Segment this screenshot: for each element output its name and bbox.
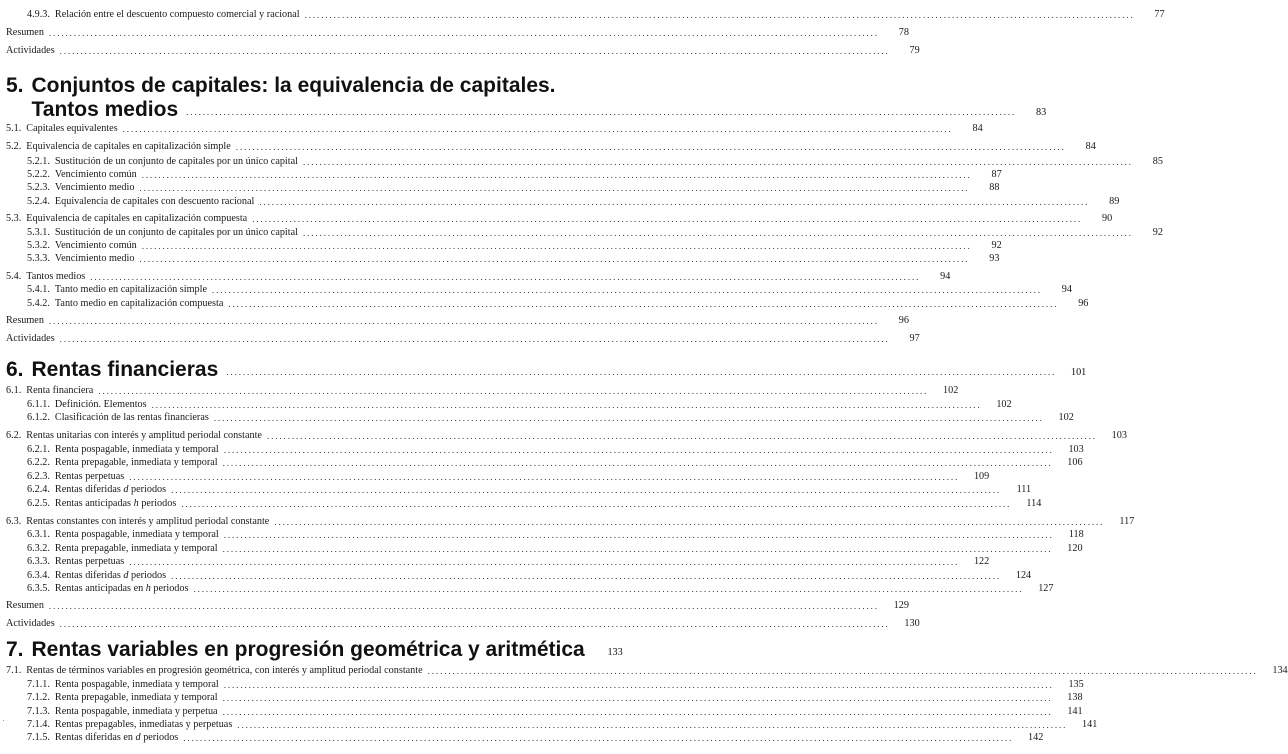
- toc-entry: [6, 332, 920, 345]
- dot-leader: ........................................................................................................................................................................................................: [181, 499, 1012, 509]
- section-title: Resumen: [6, 27, 44, 38]
- toc-entry: [27, 691, 1083, 704]
- toc-entry: [27, 718, 1098, 731]
- toc-entry: [6, 314, 909, 327]
- page-number: 141: [1067, 706, 1083, 717]
- page-number: 135: [1068, 679, 1084, 690]
- section-title: Equivalencia de capitales con descuento racional: [54, 196, 255, 207]
- page-number: 134: [1272, 665, 1288, 676]
- toc-entry: [27, 239, 1002, 252]
- section-title: Renta prepagable, inmediata y temporal: [54, 543, 218, 554]
- dot-leader: ........................................................................................................................................................................................................: [141, 170, 972, 180]
- dot-leader: ........................................................................................................................................................................................................: [213, 413, 1044, 423]
- page-number: 129: [893, 600, 909, 611]
- dot-leader: ........................................................................................................................................................................................................: [183, 733, 1014, 743]
- dot-leader: ........................................................................................................................................................................................................: [259, 197, 1090, 207]
- page-number: 94: [1061, 284, 1072, 295]
- toc-entry: [6, 429, 1127, 442]
- section-number: 5.4.1.: [27, 284, 50, 295]
- toc-entry: [6, 384, 959, 397]
- section-number: 6.2.4.: [27, 484, 50, 495]
- page-number: 141: [1082, 719, 1098, 730]
- toc-entry: [27, 497, 1042, 510]
- section-title: Rentas diferidas d periodos: [54, 570, 167, 581]
- section-title: Resumen: [6, 600, 44, 611]
- section-number: 7.1.5.: [27, 732, 50, 743]
- page-number: 93: [989, 253, 1000, 264]
- section-title: Renta prepagable, inmediata y temporal: [54, 692, 218, 703]
- toc-entry: [6, 515, 1135, 528]
- toc-entry: [27, 181, 1000, 194]
- page-number: 142: [1028, 732, 1044, 743]
- section-title: Capitales equivalentes: [26, 123, 118, 134]
- toc-entry: [27, 168, 1002, 181]
- section-title: Renta pospagable, inmediata y temporal: [54, 679, 219, 690]
- section-title: Actividades: [6, 333, 55, 344]
- toc-entry: [27, 283, 1072, 296]
- dot-leader: ........................................................................................................................................................................................................: [129, 557, 960, 567]
- toc-entry: [27, 542, 1083, 555]
- section-title: Equivalencia de capitales en capitalización simple: [26, 141, 231, 152]
- page-number: 89: [1109, 196, 1120, 207]
- page-number: 114: [1026, 498, 1042, 509]
- page-number: 83: [1035, 107, 1047, 118]
- section-title: Rentas unitarias con interés y amplitud periodal constante: [26, 430, 262, 441]
- dot-leader: ........................................................................................................................................................................................................: [141, 241, 972, 251]
- section-title: Rentas anticipadas en h periodos: [54, 583, 189, 594]
- dot-leader: ........................................................................................................................................................................................................: [171, 485, 1002, 495]
- toc-entry: [27, 443, 1084, 456]
- dot-leader: ........................................................................................................................................................................................................: [48, 28, 879, 38]
- section-number: 7.1.3.: [27, 706, 50, 717]
- dot-leader: ........................................................................................................................................................................................................: [122, 124, 953, 134]
- section-number: 6.3.4.: [27, 570, 50, 581]
- toc-entry: [27, 582, 1054, 595]
- section-number: 5.3.: [6, 213, 22, 224]
- dot-leader: ........................................................................................................................................................................................................: [222, 693, 1053, 703]
- chapter-heading: [6, 638, 623, 662]
- toc-entry: [6, 599, 909, 612]
- section-title: Actividades: [6, 618, 55, 629]
- page-number: 127: [1038, 583, 1054, 594]
- dot-leader: ........................................................................................................................................................................................................: [151, 400, 982, 410]
- section-number: 6.2.: [6, 430, 22, 441]
- section-number: 5.3.2.: [27, 240, 50, 251]
- page-number: 85: [1152, 156, 1163, 167]
- toc-entry: [27, 297, 1089, 310]
- page-number: 96: [898, 315, 909, 326]
- section-number: 6.3.: [6, 516, 22, 527]
- page-number: 103: [1111, 430, 1127, 441]
- section-number: 6.2.1.: [27, 444, 50, 455]
- toc-entry: [27, 398, 1012, 411]
- dot-leader: ........................................................................................................................................................................................................: [235, 142, 1066, 152]
- page-number: 118: [1068, 529, 1084, 540]
- dot-leader: ........................................................................................................................................................................................................: [129, 472, 960, 482]
- page-number: 84: [1085, 141, 1096, 152]
- dot-leader: ........................................................................................................................................................................................................: [222, 544, 1053, 554]
- page-number: 109: [973, 471, 990, 482]
- toc-entry: [27, 411, 1074, 424]
- section-title: Sustitución de un conjunto de capitales por un único capital: [54, 156, 298, 167]
- dot-leader: ........................................................................................................................................................................................................: [252, 214, 1083, 224]
- toc-entry: [27, 555, 990, 568]
- page-number: 102: [996, 399, 1012, 410]
- page-number: 88: [989, 182, 1000, 193]
- toc-entry: [27, 483, 1032, 496]
- dot-leader: ........................................................................................................................................................................................................: [59, 619, 890, 629]
- dot-leader: ........................................................................................................................................................................................................: [48, 601, 879, 611]
- section-number: 7.1.4.: [27, 719, 50, 730]
- section-title: Rentas anticipadas h periodos: [54, 498, 177, 509]
- toc-entry: [27, 226, 1163, 239]
- dot-leader: ........................................................................................................................................................................................................: [211, 285, 1042, 295]
- page-number: 102: [1058, 412, 1074, 423]
- toc-entry: [27, 456, 1083, 469]
- dot-leader: ........................................................................................................................................................................................................: [223, 530, 1054, 540]
- section-title: Tanto medio en capitalización compuesta: [54, 298, 224, 309]
- toc-entry: [27, 8, 1165, 21]
- section-title: Relación entre el descuento compuesto comercial y racional: [54, 9, 300, 20]
- scan-speck: [3, 720, 4, 721]
- chapter-title: Tantos medios: [31, 98, 179, 121]
- page-number: 111: [1016, 484, 1032, 495]
- section-number: 6.3.1.: [27, 529, 50, 540]
- section-number: 6.3.5.: [27, 583, 50, 594]
- page-number: 96: [1078, 298, 1089, 309]
- section-number: 6.2.3.: [27, 471, 50, 482]
- dot-leader: ........................................................................................................................................................................................................: [302, 157, 1133, 167]
- section-title: Vencimiento medio: [54, 182, 135, 193]
- section-number: 6.1.2.: [27, 412, 50, 423]
- section-number: 6.2.2.: [27, 457, 50, 468]
- chapter-heading: [6, 98, 1047, 122]
- section-number: 5.2.2.: [27, 169, 50, 180]
- page-number: 102: [943, 385, 959, 396]
- page-number: 138: [1067, 692, 1083, 703]
- dot-leader: ........................................................................................................................................................................................................: [193, 584, 1024, 594]
- chapter-title: Rentas variables en progresión geométrica y aritmética: [31, 638, 585, 661]
- page-number: 133: [607, 647, 623, 658]
- section-title: Vencimiento medio: [54, 253, 135, 264]
- section-number: 6.2.5.: [27, 498, 50, 509]
- toc-entry: [6, 617, 920, 630]
- dot-leader: ........................................................................................................................................................................................................: [237, 720, 1068, 730]
- section-title: Tanto medio en capitalización simple: [54, 284, 207, 295]
- section-number: 7.1.1.: [27, 679, 50, 690]
- dot-leader: ........................................................................................................................................................................................................: [223, 680, 1054, 690]
- toc-entry: [27, 731, 1044, 744]
- section-number: 5.3.3.: [27, 253, 50, 264]
- page-number: 79: [909, 45, 920, 56]
- page-number: 130: [904, 618, 920, 629]
- dot-leader: ........................................................................................................................................................................................................: [139, 183, 970, 193]
- page-number: 92: [1152, 227, 1163, 238]
- toc-entry: [27, 678, 1084, 691]
- dot-leader: ........................................................................................................................................................................................................: [98, 386, 929, 396]
- dot-leader: ........................................................................................................................................................................................................: [59, 334, 890, 344]
- dot-leader: ........................................................................................................................................................................................................: [427, 666, 1258, 676]
- chapter-heading: [6, 358, 1087, 382]
- section-number: 7.1.2.: [27, 692, 50, 703]
- section-number: 6.1.: [6, 385, 22, 396]
- section-title: Rentas de términos variables en progresión geométrica, con interés y amplitud periodal constante: [26, 665, 423, 676]
- page-number: 92: [991, 240, 1002, 251]
- page-number: 120: [1067, 543, 1083, 554]
- toc-entry: [6, 122, 983, 135]
- dot-leader: ........................................................................................................................................................................................................: [186, 107, 1017, 117]
- section-title: Sustitución de un conjunto de capitales por un único capital: [54, 227, 298, 238]
- page-number: 87: [991, 169, 1002, 180]
- dot-leader: ........................................................................................................................................................................................................: [226, 367, 1057, 377]
- dot-leader: ........................................................................................................................................................................................................: [48, 316, 879, 326]
- section-title: Vencimiento común: [54, 240, 137, 251]
- section-number: 5.1.: [6, 123, 22, 134]
- toc-entry: [27, 252, 1000, 265]
- section-title: Rentas perpetuas: [54, 556, 125, 567]
- chapter-title: Rentas financieras: [31, 358, 219, 381]
- dot-leader: ........................................................................................................................................................................................................: [139, 254, 970, 264]
- section-number: 6.1.1.: [27, 399, 50, 410]
- page-number: 106: [1067, 457, 1083, 468]
- page-number: 122: [973, 556, 990, 567]
- section-title: Vencimiento común: [54, 169, 137, 180]
- toc-entry: [27, 528, 1084, 541]
- section-title: Renta pospagable, inmediata y temporal: [54, 529, 219, 540]
- toc-entry: [6, 140, 1096, 153]
- chapter-number: 7.: [6, 638, 24, 661]
- toc-entry: [27, 705, 1083, 718]
- section-number: 6.3.3.: [27, 556, 50, 567]
- dot-leader: ........................................................................................................................................................................................................: [222, 707, 1053, 717]
- section-number: 5.2.: [6, 141, 22, 152]
- section-title: Renta prepagable, inmediata y temporal: [54, 457, 218, 468]
- section-number: 5.4.2.: [27, 298, 50, 309]
- section-title: Rentas constantes con interés y amplitud periodal constante: [26, 516, 270, 527]
- section-number: 5.2.3.: [27, 182, 50, 193]
- section-number: 5.3.1.: [27, 227, 50, 238]
- page-number: 90: [1102, 213, 1113, 224]
- section-title: Rentas diferidas en d periodos: [54, 732, 179, 743]
- page-number: 103: [1068, 444, 1084, 455]
- dot-leader: ........................................................................................................................................................................................................: [90, 272, 921, 282]
- page-number: 77: [1154, 9, 1165, 20]
- chapter-title: Conjuntos de capitales: la equivalencia de capitales.: [31, 74, 556, 97]
- section-number: 5.4.: [6, 271, 22, 282]
- section-title: Renta pospagable, inmediata y perpetua: [54, 706, 218, 717]
- toc-entry: [27, 569, 1032, 582]
- section-title: Rentas perpetuas: [54, 471, 125, 482]
- dot-leader: ........................................................................................................................................................................................................: [266, 431, 1097, 441]
- section-title: Actividades: [6, 45, 55, 56]
- chapter-number: 6.: [6, 358, 24, 381]
- section-title: Renta financiera: [26, 385, 94, 396]
- section-title: Rentas prepagables, inmediatas y perpetuas: [54, 719, 233, 730]
- toc-entry: [27, 470, 990, 483]
- section-title: Definición. Elementos: [54, 399, 147, 410]
- dot-leader: ........................................................................................................................................................................................................: [59, 46, 890, 56]
- section-title: Resumen: [6, 315, 44, 326]
- dot-leader: ........................................................................................................................................................................................................: [223, 445, 1054, 455]
- section-number: 5.2.4.: [27, 196, 50, 207]
- page-number: 101: [1070, 367, 1087, 378]
- toc-entry: [6, 270, 951, 283]
- dot-leader: ........................................................................................................................................................................................................: [302, 228, 1133, 238]
- section-title: Clasificación de las rentas financieras: [54, 412, 209, 423]
- dot-leader: ........................................................................................................................................................................................................: [274, 517, 1105, 527]
- section-title: Tantos medios: [26, 271, 86, 282]
- section-number: 5.2.1.: [27, 156, 50, 167]
- dot-leader: ........................................................................................................................................................................................................: [228, 299, 1059, 309]
- section-number: 4.9.3.: [27, 9, 50, 20]
- chapter-heading-line1: [6, 74, 556, 98]
- section-title: Equivalencia de capitales en capitalización compuesta: [26, 213, 248, 224]
- page-number: 84: [972, 123, 983, 134]
- toc-entry: [6, 26, 909, 39]
- toc-entry: [6, 44, 920, 57]
- section-title: Renta pospagable, inmediata y temporal: [54, 444, 219, 455]
- section-number: 6.3.2.: [27, 543, 50, 554]
- toc-entry: [27, 195, 1120, 208]
- page-number: 117: [1119, 516, 1135, 527]
- toc-entry: [27, 155, 1163, 168]
- page-number: 97: [909, 333, 920, 344]
- page-number: 78: [898, 27, 909, 38]
- toc-entry: [6, 212, 1113, 225]
- section-number: 7.1.: [6, 665, 22, 676]
- section-title: Rentas diferidas d periodos: [54, 484, 167, 495]
- dot-leader: ........................................................................................................................................................................................................: [222, 458, 1053, 468]
- toc-entry: [6, 664, 1288, 677]
- dot-leader: ........................................................................................................................................................................................................: [304, 10, 1135, 20]
- page-number: 94: [940, 271, 951, 282]
- dot-leader: ........................................................................................................................................................................................................: [171, 571, 1002, 581]
- page-number: 124: [1015, 570, 1032, 581]
- chapter-number: 5.: [6, 74, 24, 97]
